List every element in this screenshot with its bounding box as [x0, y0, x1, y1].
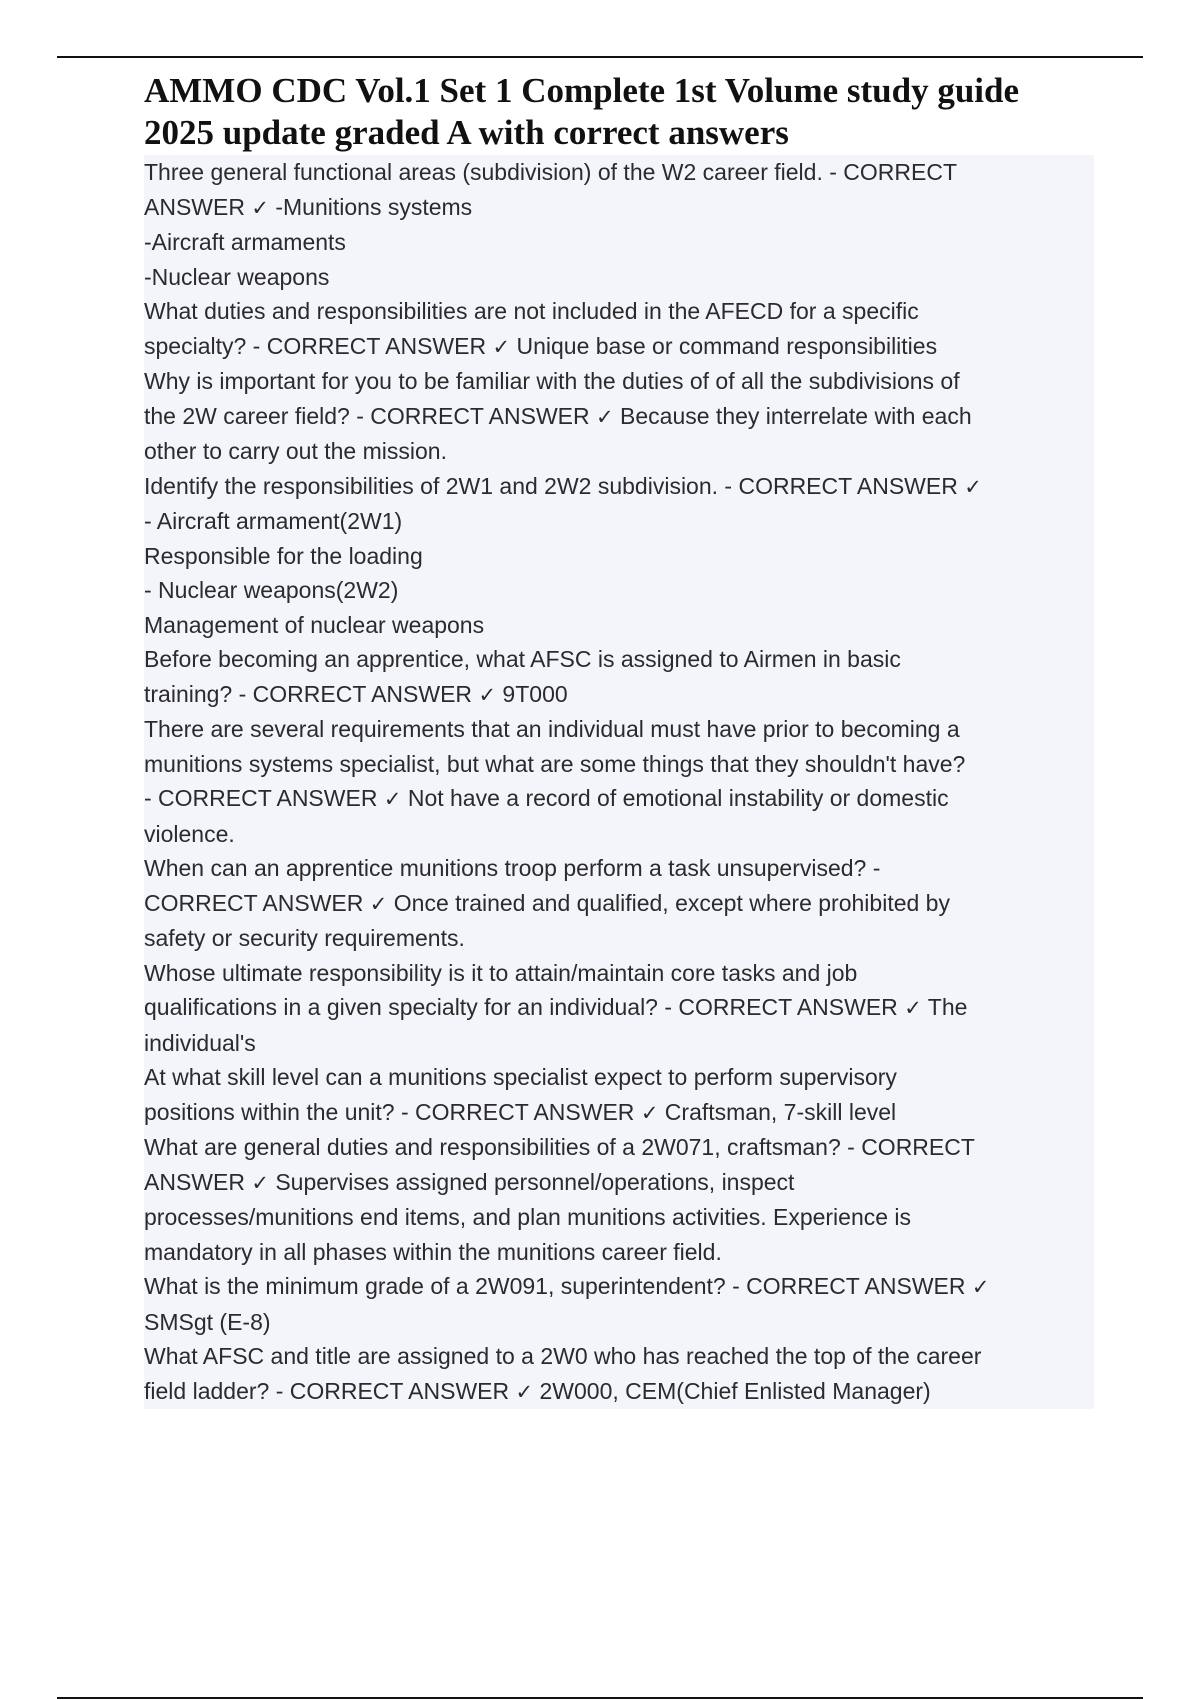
qa-line — [144, 781, 1094, 817]
qa-answer-text: Because they interrelate with each — [613, 402, 972, 429]
qa-text: processes/munitions end items, and plan munitions activities. Experience is — [144, 1204, 912, 1230]
qa-line — [144, 1026, 1094, 1061]
checkmark-icon: ✓ — [251, 195, 269, 220]
qa-line — [144, 190, 1094, 226]
qa-line — [144, 294, 1094, 329]
qa-text: mandatory in all phases within the munitions career field. — [144, 1238, 722, 1265]
qa-text: -Nuclear weapons — [144, 263, 330, 290]
document-title-line: AMMO CDC Vol.1 Set 1 Complete 1st Volume study guide — [144, 71, 1020, 110]
qa-text: - CORRECT ANSWER — [144, 785, 384, 811]
qa-line — [144, 1130, 1094, 1165]
qa-line — [144, 990, 1094, 1026]
qa-text: CORRECT ANSWER — [144, 889, 370, 916]
qa-line — [144, 155, 1094, 190]
qa-text: When can an apprentice munitions troop perform a task unsupervised? - — [144, 855, 881, 881]
checkmark-icon: ✓ — [971, 1275, 990, 1299]
qa-line — [144, 504, 1094, 539]
qa-text: Responsible for the loading — [144, 542, 423, 569]
qa-text: What are general duties and responsibilities of a 2W071, craftsman? - CORRECT — [144, 1134, 975, 1160]
qa-line — [144, 1269, 1094, 1305]
qa-text: specialty? - CORRECT ANSWER — [144, 332, 493, 359]
qa-line — [144, 329, 1094, 365]
qa-line — [144, 469, 1094, 505]
qa-text: individual's — [144, 1029, 256, 1056]
qa-text: training? - CORRECT ANSWER — [144, 680, 479, 707]
qa-line — [144, 677, 1094, 713]
qa-line — [144, 573, 1094, 608]
qa-line — [144, 364, 1094, 399]
qa-text: -Aircraft armaments — [144, 229, 346, 255]
qa-line — [144, 921, 1094, 956]
qa-text: other to carry out the mission. — [144, 438, 447, 464]
qa-text: positions within the unit? - CORRECT ANSWER — [144, 1098, 641, 1125]
qa-answer-text: Once trained and qualified, except where prohibited by — [387, 889, 950, 916]
qa-text: munitions systems specialist, but what are some things that they shouldn't have? — [144, 750, 966, 777]
qa-line — [144, 817, 1094, 852]
qa-text: Three general functional areas (subdivision) of the W2 career field. - CORRECT — [144, 159, 958, 185]
qa-answer-text: Craftsman, 7-skill level — [658, 1098, 897, 1125]
qa-line — [144, 642, 1094, 677]
qa-text: ANSWER — [144, 1168, 252, 1195]
qa-line — [144, 851, 1094, 886]
qa-text: At what skill level can a munitions specialist expect to perform supervisory — [144, 1064, 897, 1090]
qa-answer-text: Supervises assigned personnel/operations, inspect — [268, 1168, 795, 1195]
checkmark-icon: ✓ — [478, 682, 497, 707]
qa-text: qualifications in a given specialty for an individual? - CORRECT ANSWER — [144, 994, 905, 1020]
checkmark-icon: ✓ — [383, 787, 402, 811]
qa-text: There are several requirements that an individual must have prior to becoming a — [144, 716, 960, 742]
qa-line — [144, 608, 1094, 643]
qa-line — [144, 1339, 1094, 1374]
document-title — [144, 70, 1094, 154]
qa-line — [144, 712, 1094, 747]
qa-line — [144, 886, 1094, 922]
qa-text: ANSWER — [144, 193, 252, 220]
qa-text: the 2W career field? - CORRECT ANSWER — [144, 402, 597, 429]
qa-answer-text: 2W000, CEM(Chief Enlisted Manager) — [533, 1377, 931, 1404]
qa-line — [144, 956, 1094, 991]
checkmark-icon: ✓ — [904, 996, 922, 1020]
qa-text: - Nuclear weapons(2W2) — [144, 577, 399, 603]
qa-text: - Aircraft armament(2W1) — [144, 508, 403, 534]
checkmark-icon: ✓ — [251, 1170, 269, 1195]
qa-text: What duties and responsibilities are not included in the AFECD for a specific — [144, 298, 919, 324]
qa-line — [144, 539, 1094, 574]
qa-line — [144, 399, 1094, 435]
qa-line — [144, 1060, 1094, 1095]
qa-line — [144, 1235, 1094, 1270]
qa-answer-text: Unique base or command responsibilities — [510, 332, 938, 359]
qa-line — [144, 260, 1094, 295]
qa-text: violence. — [144, 820, 235, 847]
checkmark-icon: ✓ — [964, 474, 982, 499]
footer-rule — [57, 1697, 1143, 1699]
qa-text: Why is important for you to be familiar with the duties of of all the subdivisions of — [144, 368, 960, 394]
header-rule — [57, 56, 1143, 58]
qa-text: Whose ultimate responsibility is it to attain/maintain core tasks and job — [144, 959, 858, 986]
qa-text: Before becoming an apprentice, what AFSC is assigned to Airmen in basic — [144, 646, 901, 672]
qa-answer-text: 9T000 — [496, 680, 568, 707]
qa-line — [144, 1200, 1094, 1235]
qa-line — [144, 225, 1094, 260]
qa-answer-text: The — [921, 994, 968, 1020]
qa-answer-text: Not have a record of emotional instability or domestic — [401, 785, 949, 811]
qa-text: What is the minimum grade of a 2W091, superintendent? - CORRECT ANSWER — [144, 1273, 972, 1299]
qa-line — [144, 434, 1094, 469]
qa-line — [144, 1374, 1094, 1410]
qa-text: Identify the responsibilities of 2W1 and 2W2 subdivision. - CORRECT ANSWER — [144, 472, 965, 499]
checkmark-icon: ✓ — [515, 1379, 534, 1404]
qa-line — [144, 1095, 1094, 1131]
qa-list — [144, 155, 1094, 1409]
qa-text: field ladder? - CORRECT ANSWER — [144, 1377, 516, 1404]
checkmark-icon: ✓ — [492, 334, 511, 359]
checkmark-icon: ✓ — [596, 404, 614, 429]
qa-line — [144, 1305, 1094, 1340]
checkmark-icon: ✓ — [640, 1100, 659, 1125]
qa-answer-text: -Munitions systems — [268, 193, 473, 220]
qa-text: What AFSC and title are assigned to a 2W0 who has reached the top of the career — [144, 1343, 982, 1369]
qa-text: Management of nuclear weapons — [144, 611, 485, 638]
qa-text: SMSgt (E-8) — [144, 1308, 271, 1335]
checkmark-icon: ✓ — [369, 891, 388, 916]
document-body — [144, 70, 1094, 1409]
qa-text: safety or security requirements. — [144, 925, 465, 951]
qa-line — [144, 747, 1094, 782]
document-title-line: 2025 update graded A with correct answers — [144, 113, 789, 152]
qa-line — [144, 1165, 1094, 1201]
